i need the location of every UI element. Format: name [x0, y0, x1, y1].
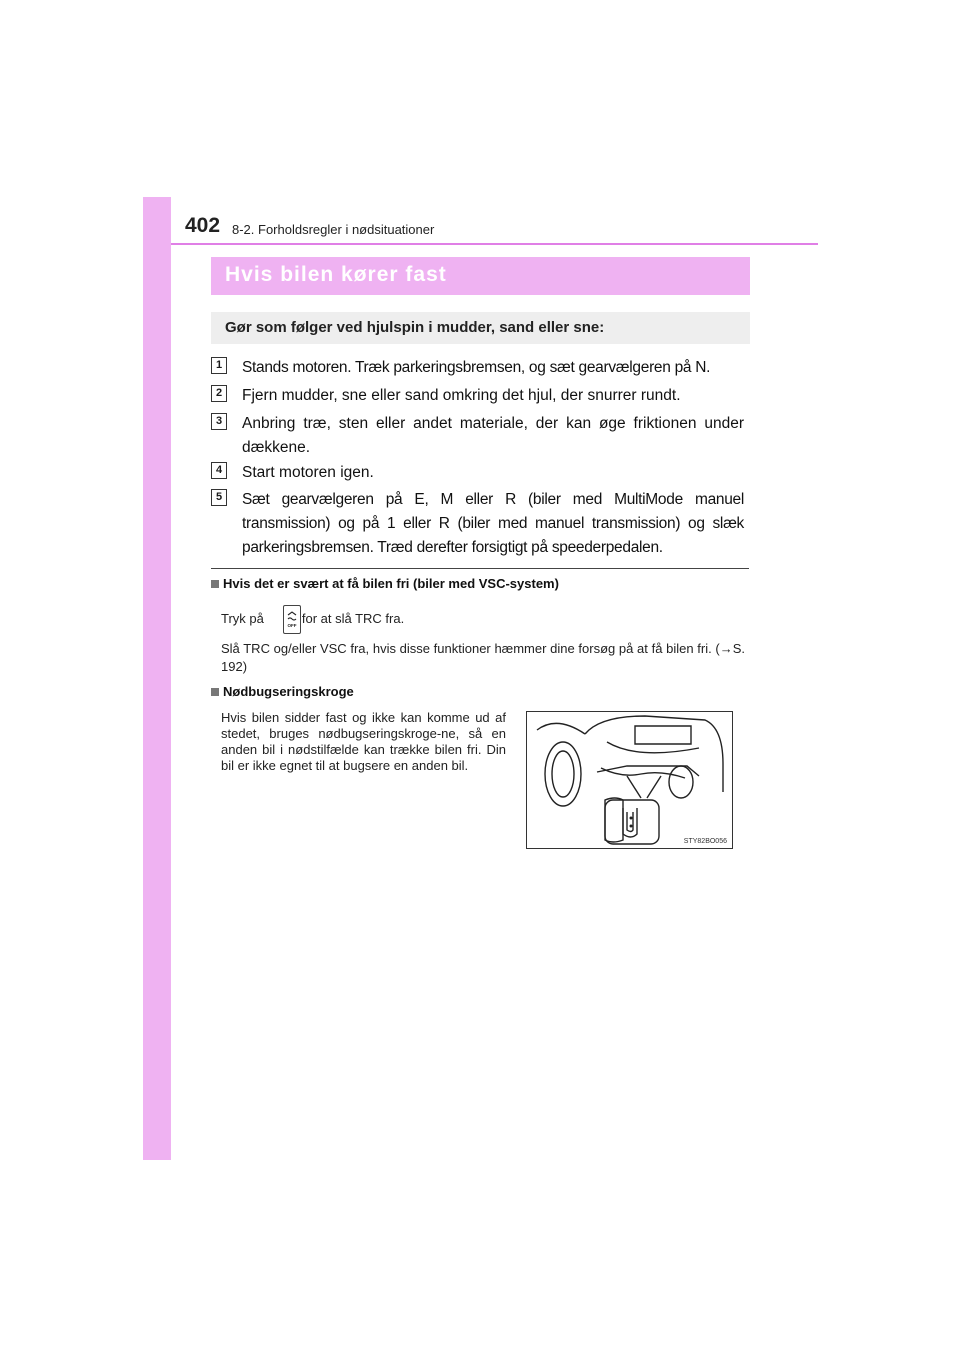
- step-text: Start motoren igen.: [242, 464, 374, 481]
- section-subtitle-bar: [211, 312, 750, 344]
- trc-instruction-prefix: Tryk på: [221, 611, 264, 626]
- page-number: 402: [185, 214, 221, 237]
- step-number: 2: [211, 385, 227, 402]
- vsc-note: Slå TRC og/eller VSC fra, hvis disse funktioner hæmmer dine forsøg på at få bilen fri. (→S. 192): [221, 641, 745, 674]
- step-number: 5: [211, 489, 227, 506]
- chapter-title: 8-2. Forholdsregler i nødsituationer: [232, 222, 435, 237]
- figure-code: STY82BO056: [683, 838, 727, 845]
- section-title: Hvis bilen kører fast: [225, 263, 447, 286]
- step-text: Fjern mudder, sne eller sand omkring det hjul, der snurrer rundt.: [242, 387, 681, 404]
- step-text: Stands motoren. Træk parkeringsbremsen, og sæt gearvælgeren på N.: [242, 359, 711, 376]
- step-text: Sæt gearvælgeren på E, M eller R (biler med MultiMode manuel transmission) og på 1 eller R (biler med manuel transmission) og slæk parkeringsbremsen. Træd derefter forsigtigt på speederpedalen.: [242, 491, 744, 556]
- section-divider: [211, 568, 749, 569]
- section-title-bar: [211, 257, 750, 295]
- square-bullet-icon: [211, 688, 219, 696]
- section-subtitle: Gør som følger ved hjulspin i mudder, sand eller sne:: [225, 319, 605, 336]
- step-number: 4: [211, 462, 227, 479]
- step-text: Anbring træ, sten eller andet materiale, der kan øge friktionen under dækkene.: [242, 415, 744, 456]
- towing-hook-figure: [526, 711, 733, 849]
- car-rear-towing-hook-illustration: [527, 712, 732, 848]
- trc-instruction-suffix: for at slå TRC fra.: [301, 611, 405, 626]
- trc-off-button-icon: [283, 605, 301, 634]
- square-bullet-icon: [211, 580, 219, 588]
- chapter-sidebar-tab: [143, 197, 171, 1160]
- step-number: 1: [211, 357, 227, 374]
- towing-heading: Nødbugseringskroge: [211, 684, 354, 699]
- step-number: 3: [211, 413, 227, 430]
- trc-button-label: OFF: [287, 623, 297, 628]
- vsc-heading: Hvis det er svært at få bilen fri (biler med VSC-system): [211, 576, 559, 591]
- towing-text: Hvis bilen sidder fast og ikke kan komme ud af stedet, bruges nødbugseringskroge-ne, så en anden bil i nødstilfælde kan trække bilen fri. Din bil er ikke egnet til at bugsere en anden bil.: [221, 710, 506, 773]
- header-divider: [171, 243, 818, 245]
